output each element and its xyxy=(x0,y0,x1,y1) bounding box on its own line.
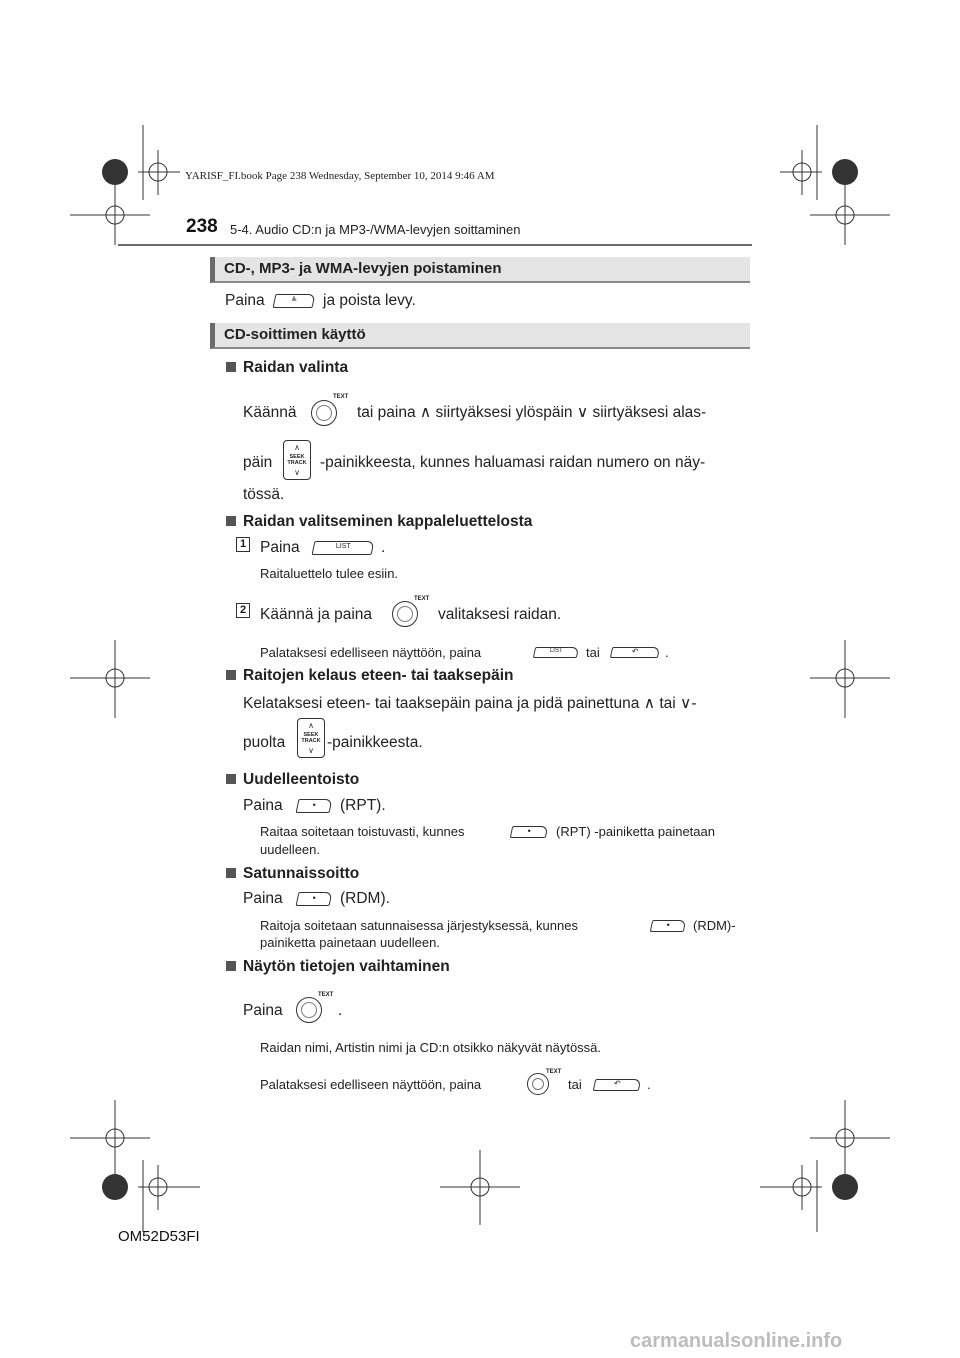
book-meta-line: YARISF_FI.book Page 238 Wednesday, September 10, 2014 9:46 AM xyxy=(185,170,495,182)
chevron-up-icon: ∧ xyxy=(308,721,314,730)
text-label: TEXT xyxy=(546,1069,562,1075)
dot-icon: • xyxy=(666,920,670,930)
tune-select-knob[interactable] xyxy=(296,997,322,1023)
chevron-up-icon: ∧ xyxy=(294,443,300,452)
eject-icon: ≜ xyxy=(291,297,298,304)
back-icon: ↶ xyxy=(613,1079,621,1088)
rdm-button[interactable] xyxy=(650,920,687,932)
bullet-square-icon xyxy=(226,362,236,372)
eject-button[interactable] xyxy=(273,294,316,308)
rpt-button[interactable] xyxy=(510,826,549,838)
watermark: carmanualsonline.info xyxy=(630,1330,843,1352)
header-rule xyxy=(118,244,752,246)
step-number: 2 xyxy=(236,603,250,618)
list-button[interactable]: LIST xyxy=(533,647,579,658)
bullet-square-icon xyxy=(226,961,236,971)
section-heading-eject xyxy=(210,257,750,283)
bullet-square-icon xyxy=(226,774,236,784)
dot-icon: • xyxy=(527,826,531,836)
eject-instruction: Paina xyxy=(225,292,265,309)
chevron-down-icon: ∨ xyxy=(308,746,314,755)
rdm-button[interactable] xyxy=(296,892,333,906)
seek-label: SEEK TRACK xyxy=(287,454,307,466)
section-title: CD-, MP3- ja WMA-levyjen poistaminen xyxy=(224,260,502,277)
section-heading-cd-player xyxy=(210,323,750,349)
subheading-repeat: Uudelleentoisto xyxy=(226,771,359,789)
text-label: TEXT xyxy=(333,394,349,400)
subheading-display-info: Näytön tietojen vaihtaminen xyxy=(226,958,450,976)
text-label: TEXT xyxy=(414,596,430,602)
dot-icon: • xyxy=(312,893,316,903)
subheading-track-select: Raidan valinta xyxy=(226,359,348,377)
rpt-button[interactable] xyxy=(296,799,333,813)
bullet-square-icon xyxy=(226,670,236,680)
tune-select-knob[interactable] xyxy=(392,601,418,627)
list-button[interactable]: LIST xyxy=(312,541,375,555)
tune-select-knob[interactable] xyxy=(311,400,337,426)
back-button[interactable] xyxy=(610,647,660,658)
back-button[interactable] xyxy=(593,1079,642,1091)
document-code: OM52D53FI xyxy=(118,1228,200,1245)
subheading-list-select: Raidan valitseminen kappaleluettelosta xyxy=(226,513,532,531)
subheading-fast-forward: Raitojen kelaus eteen- tai taaksepäin xyxy=(226,667,514,685)
bullet-square-icon xyxy=(226,516,236,526)
bullet-square-icon xyxy=(226,868,236,878)
seek-track-button[interactable] xyxy=(283,440,311,480)
page-number: 238 xyxy=(186,216,218,237)
subheading-random: Satunnaissoitto xyxy=(226,865,359,883)
dot-icon: • xyxy=(312,800,316,810)
running-head: 5-4. Audio CD:n ja MP3-/WMA-levyjen soittaminen xyxy=(230,222,521,237)
tune-select-knob[interactable] xyxy=(527,1073,549,1095)
seek-label: SEEK TRACK xyxy=(301,732,321,744)
seek-track-button[interactable] xyxy=(297,718,325,758)
chevron-down-icon: ∨ xyxy=(294,468,300,477)
section-title: CD-soittimen käyttö xyxy=(224,326,366,343)
back-icon: ↶ xyxy=(631,647,639,656)
text-label: TEXT xyxy=(318,992,334,998)
step-number: 1 xyxy=(236,537,250,552)
